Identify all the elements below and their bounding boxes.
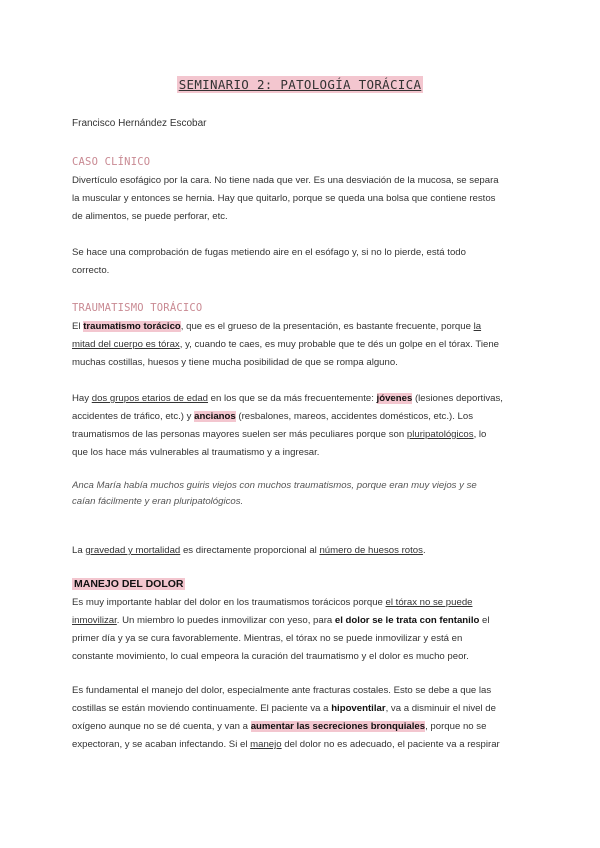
- page-title-wrap: [0, 76, 600, 94]
- text-line: [72, 390, 528, 408]
- text: Es muy importante hablar del dolor en los traumatismos torácicos porque: [72, 597, 386, 608]
- text: , lo: [473, 429, 487, 440]
- caso-paragraph-2: [72, 244, 528, 280]
- text: .: [422, 545, 426, 556]
- highlight-text: ancianos: [194, 411, 236, 422]
- text: expectoran, y se acaban infectando. Si el: [72, 739, 251, 750]
- trauma-paragraph-2: [72, 390, 528, 462]
- underlined-text: el tórax no se puede: [385, 597, 473, 608]
- underlined-text: número de huesos rotos: [319, 545, 423, 556]
- page-title: SEMINARIO 2: PATOLOGÍA TORÁCICA: [178, 77, 422, 92]
- underlined-text: la: [473, 321, 482, 332]
- text-line: [72, 426, 528, 444]
- text-line: [72, 318, 528, 336]
- author-name: Francisco Hernández Escobar: [72, 118, 207, 129]
- text: , va a disminuir el nivel de: [385, 703, 496, 714]
- underlined-text: pluripatológicos: [406, 429, 474, 440]
- text-line: de alimentos, se puede perforar, etc.: [72, 211, 228, 222]
- text-line: [72, 700, 528, 718]
- text: (resbalones, mareos, accidentes domésticos, etc.). Los: [235, 411, 474, 422]
- trauma-paragraph-1: [72, 318, 528, 372]
- text-line: Es fundamental el manejo del dolor, especialmente ante fracturas costales. Esto se debe a que las: [72, 685, 492, 696]
- caso-paragraph-1: [72, 172, 528, 226]
- text-line: constante movimiento, lo cual empeora la curación del traumatismo y el dolor es mucho peor.: [72, 651, 469, 662]
- highlight-text: traumatismo torácico: [83, 321, 181, 332]
- text-line: [72, 542, 528, 560]
- text-line: [72, 718, 528, 736]
- text-line: Anca María había muchos guiris viejos con muchos traumatismos, porque eran muy viejos y se: [72, 480, 477, 491]
- text: . Un miembro lo puedes inmovilizar con yeso, para: [116, 615, 335, 626]
- text-line: [72, 736, 528, 754]
- text-line: caían fácilmente y eran pluripatológicos.: [72, 496, 244, 507]
- text-line: correcto.: [72, 265, 110, 276]
- underlined-text: inmovilizar: [72, 615, 117, 626]
- text: , porque no se: [425, 721, 487, 732]
- text-line: [72, 336, 528, 354]
- section-heading-dolor: MANEJO DEL DOLOR: [74, 578, 184, 590]
- text: (lesiones deportivas,: [412, 393, 503, 404]
- underlined-text: gravedad y mortalidad: [85, 545, 181, 556]
- highlight-text: aumentar las secreciones bronquiales: [250, 721, 426, 732]
- text: , que es el grueso de la presentación, es bastante frecuente, porque: [180, 321, 474, 332]
- text-line: muchas costillas, huesos y tiene mucha posibilidad de que se rompa alguno.: [72, 357, 398, 368]
- text: , y, cuando te caes, es muy probable que te dés un golpe en el tórax. Tiene: [179, 339, 500, 350]
- text: es directamente proporcional al: [180, 545, 320, 556]
- text: El: [72, 321, 84, 332]
- text: Hay: [72, 393, 92, 404]
- anecdote-paragraph: [72, 478, 528, 510]
- dolor-paragraph-1: [72, 594, 528, 666]
- underlined-text: mitad del cuerpo es tórax: [72, 339, 180, 350]
- text: traumatismos de las personas mayores suelen ser más peculiares porque son: [72, 429, 407, 440]
- text-line: primer día y ya se cura favorablemente. Mientras, el tórax no se puede inmovilizar y está en: [72, 633, 463, 644]
- text-line: la muscular y entonces se hernia. Hay que quitarlo, porque se queda una bolsa que contiene restos: [72, 193, 496, 204]
- text-line: Divertículo esofágico por la cara. No tiene nada que ver. Es una desviación de la mucosa, se separa: [72, 175, 499, 186]
- highlight-text: jóvenes: [376, 393, 413, 404]
- text: del dolor no es adecuado, el paciente va a respirar: [281, 739, 500, 750]
- underlined-text: manejo: [250, 739, 282, 750]
- underlined-text: dos grupos etarios de edad: [91, 393, 209, 404]
- text: oxígeno aunque no se dé cuenta, y van a: [72, 721, 251, 732]
- text: La: [72, 545, 86, 556]
- text-line: [72, 594, 528, 612]
- text-line: [72, 408, 528, 426]
- text: accidentes de tráfico, etc.) y: [72, 411, 195, 422]
- text-line: que los hace más vulnerables al traumatismo y a ingresar.: [72, 447, 320, 458]
- gravedad-paragraph: [72, 542, 528, 560]
- text-line: [72, 612, 528, 630]
- text-line: Se hace una comprobación de fugas metiendo aire en el esófago y, si no lo pierde, está todo: [72, 247, 466, 258]
- text: en los que se da más frecuentemente:: [208, 393, 377, 404]
- text: el: [479, 615, 490, 626]
- dolor-paragraph-2: [72, 682, 528, 754]
- bold-text: el dolor se le trata con fentanilo: [334, 615, 480, 626]
- text: costillas se están moviendo continuamente. El paciente va a: [72, 703, 332, 714]
- section-heading-trauma: TRAUMATISMO TORÁCICO: [72, 302, 203, 314]
- bold-text: hipoventilar: [331, 703, 386, 714]
- section-heading-caso: CASO CLÍNICO: [72, 156, 151, 168]
